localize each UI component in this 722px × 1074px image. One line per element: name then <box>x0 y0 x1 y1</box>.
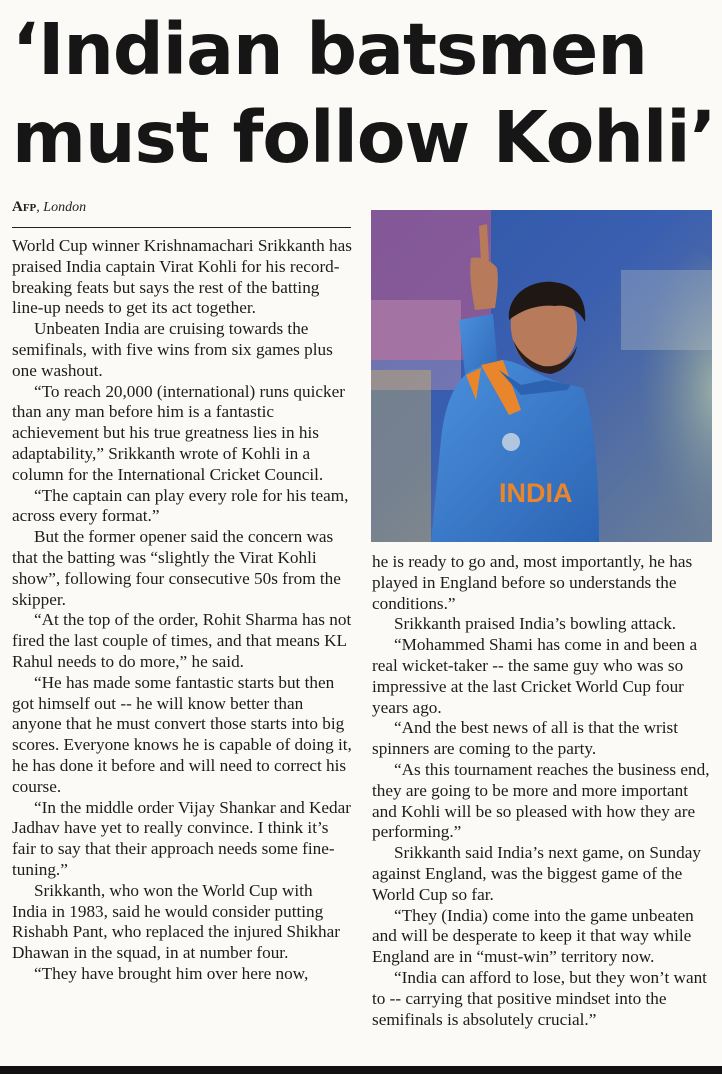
byline-location: London <box>43 200 87 215</box>
paragraph: World Cup winner Krishnamachari Srikkanth has praised India captain Virat Kohli for his record-breaking feats but says the rest of the batting line-up needs to get its act together. <box>12 236 352 318</box>
paragraph: “They have brought him over here now, <box>34 963 309 983</box>
paragraph: “Mohammed Shami has come in and been a real wicket-taker -- the same guy who was so impressive at the last Cricket World Cup four years ago. <box>372 635 698 717</box>
article-column-2 <box>372 552 710 1030</box>
byline-rule <box>12 227 351 228</box>
headline <box>12 6 716 182</box>
paragraph: “To reach 20,000 (international) runs quicker than any man before him is a fantastic achievement but his true greatness lies in his adaptability,” Srikkanth wrote of Kohli in a column for the International Cricket Council. <box>12 381 345 484</box>
paragraph: he is ready to go and, most importantly, he has played in England before so understands the conditions.” <box>372 552 693 613</box>
paragraph: Unbeaten India are cruising towards the semifinals, with five wins from six games plus one washout. <box>12 319 333 380</box>
jersey-text: INDIA <box>499 478 573 508</box>
paragraph: “India can afford to lose, but they won’t want to -- carrying that positive mindset into the semifinals is absolutely crucial.” <box>372 967 707 1029</box>
headline-line-1: ‘Indian batsmen <box>12 8 647 91</box>
page-bottom-edge <box>0 1066 722 1074</box>
paragraph: “In the middle order Vijay Shankar and Kedar Jadhav have yet to really convince. I think it’s fair to say that their approach needs some fine-tuning.” <box>12 797 351 879</box>
article-column-1 <box>12 236 352 985</box>
paragraph: Srikkanth said India’s next game, on Sunday against England, was the biggest game of the World Cup so far. <box>372 843 701 904</box>
paragraph: “At the top of the order, Rohit Sharma has not fired the last couple of times, and that means KL Rahul needs to do more,” he said. <box>12 610 352 671</box>
paragraph: “And the best news of all is that the wrist spinners are coming to the party. <box>372 718 679 759</box>
paragraph: “As this tournament reaches the business end, they are going to be more and more important and Kohli will be so pleased with how they are performing.” <box>372 759 710 842</box>
paragraph: Srikkanth, who won the World Cup with India in 1983, said he would consider putting Rishabh Pant, who replaced the injured Shikhar Dhawan in the squad, in at number four. <box>12 880 340 963</box>
paragraph: But the former opener said the concern was that the batting was “slightly the Virat Kohli show”, following four consecutive 50s from the skipper. <box>12 527 341 609</box>
kohli-photo <box>371 210 712 542</box>
paragraph: Srikkanth praised India’s bowling attack. <box>394 614 677 634</box>
headline-line-2: must follow Kohli’ <box>12 96 716 179</box>
paragraph: “He has made some fantastic starts but then got himself out -- he will know better than anyone that he must convert those starts into big scores. Everyone knows he is capable of doing it, he has done it before and will need to correct his course. <box>12 672 352 796</box>
byline <box>12 199 350 216</box>
byline-separator: , <box>36 200 40 215</box>
paragraph: “The captain can play every role for his team, across every format.” <box>12 485 349 526</box>
paragraph: “They (India) come into the game unbeaten and will be desperate to keep it that way while England are in “must-win” territory now. <box>372 905 694 967</box>
byline-agency: Afp <box>12 199 37 215</box>
